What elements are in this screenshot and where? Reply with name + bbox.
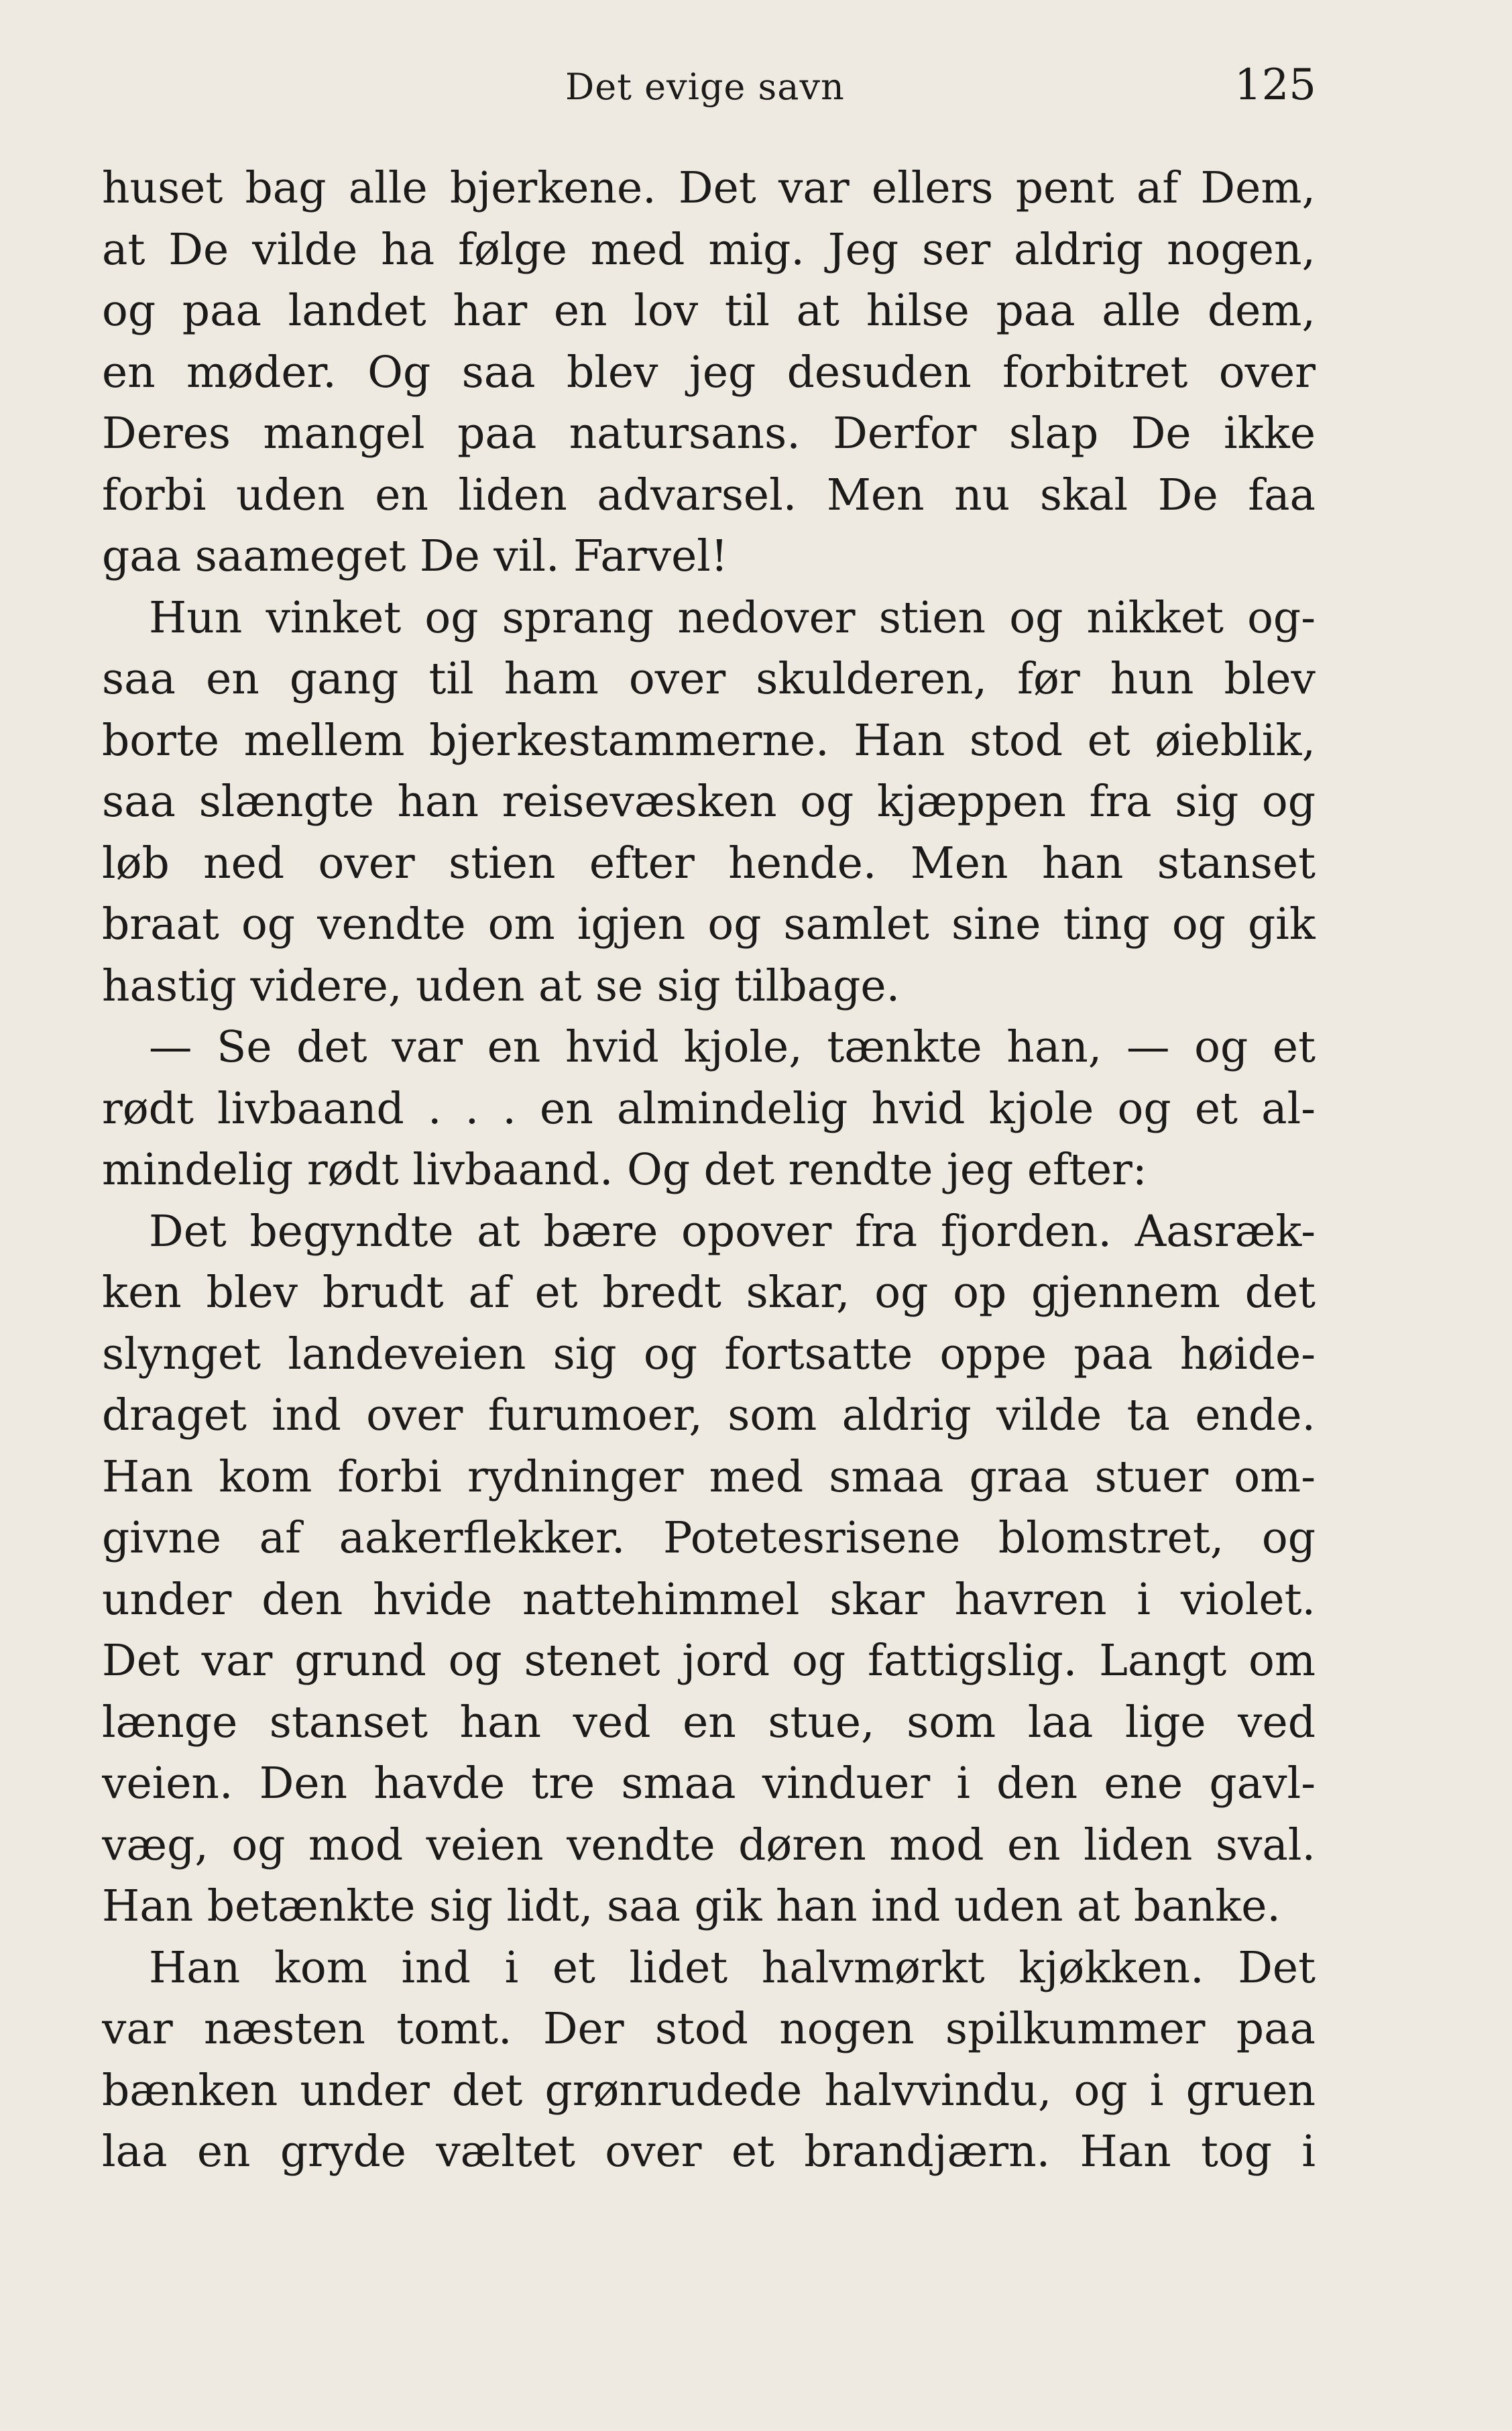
text-line: længe stanset han ved en stue, som laa lige ved xyxy=(102,1697,1316,1748)
text-line: slynget landeveien sig og fortsatte oppe paa høide- xyxy=(102,1328,1316,1379)
text-line: saa slængte han reisevæsken og kjæppen fra sig og xyxy=(102,777,1316,827)
text-line: borte mellem bjerkestammerne. Han stod et øieblik, xyxy=(102,715,1316,766)
text-line: en møder. Og saa blev jeg desuden forbitret over xyxy=(102,347,1316,398)
text-line: Deres mangel paa natursans. Derfor slap De ikke xyxy=(102,408,1316,459)
text-line: huset bag alle bjerkene. Det var ellers pent af Dem, xyxy=(102,163,1316,213)
text-line: at De vilde ha følge med mig. Jeg ser aldrig nogen, xyxy=(102,224,1316,275)
text-line: — Se det var en hvid kjole, tænkte han, — og et xyxy=(149,1022,1316,1072)
text-line: rødt livbaand . . . en almindelig hvid kjole og et al- xyxy=(102,1083,1316,1134)
text-line: laa en gryde væltet over et brandjærn. Han tog i xyxy=(102,2127,1316,2177)
text-line: løb ned over stien efter hende. Men han stanset xyxy=(102,838,1316,889)
text-line: ken blev brudt af et bredt skar, og op gjennem det xyxy=(102,1267,1316,1318)
text-line: var næsten tomt. Der stod nogen spilkummer paa xyxy=(102,2004,1316,2054)
text-line: væg, og mod veien vendte døren mod en liden sval. xyxy=(102,1819,1316,1870)
text-line: mindelig rødt livbaand. Og det rendte jeg efter: xyxy=(102,1145,1147,1195)
text-line: draget ind over furumoer, som aldrig vilde ta ende. xyxy=(102,1390,1316,1440)
body-text xyxy=(102,158,1316,2183)
running-head xyxy=(0,60,1512,114)
text-line: under den hvide nattehimmel skar havren i violet. xyxy=(102,1574,1316,1625)
text-line: Det var grund og stenet jord og fattigslig. Langt om xyxy=(102,1636,1316,1686)
text-line: givne af aakerflekker. Potetesrisene blomstret, og xyxy=(102,1513,1316,1563)
text-line: Han betænkte sig lidt, saa gik han ind uden at banke. xyxy=(102,1881,1281,1931)
running-title: Det evige savn xyxy=(565,66,845,108)
text-line: saa en gang til ham over skulderen, før hun blev xyxy=(102,654,1316,704)
text-line: forbi uden en liden advarsel. Men nu skal De faa xyxy=(102,469,1316,520)
text-line: Han kom ind i et lidet halvmørkt kjøkken. Det xyxy=(149,1942,1316,1993)
text-line: Han kom forbi rydninger med smaa graa stuer om- xyxy=(102,1451,1316,1502)
text-line: braat og vendte om igjen og samlet sine ting og gik xyxy=(102,899,1316,950)
text-line: veien. Den havde tre smaa vinduer i den ene gavl- xyxy=(102,1758,1316,1809)
text-line: Hun vinket og sprang nedover stien og nikket og- xyxy=(149,592,1316,643)
text-line: Det begyndte at bære opover fra fjorden. Aasræk- xyxy=(149,1206,1316,1257)
text-line: og paa landet har en lov til at hilse paa alle dem, xyxy=(102,286,1316,336)
text-line: gaa saameget De vil. Farvel! xyxy=(102,531,728,581)
text-line: hastig videre, uden at se sig tilbage. xyxy=(102,960,900,1011)
text-line: bænken under det grønrudede halvvindu, og i gruen xyxy=(102,2065,1316,2116)
page-number: 125 xyxy=(1234,60,1316,110)
